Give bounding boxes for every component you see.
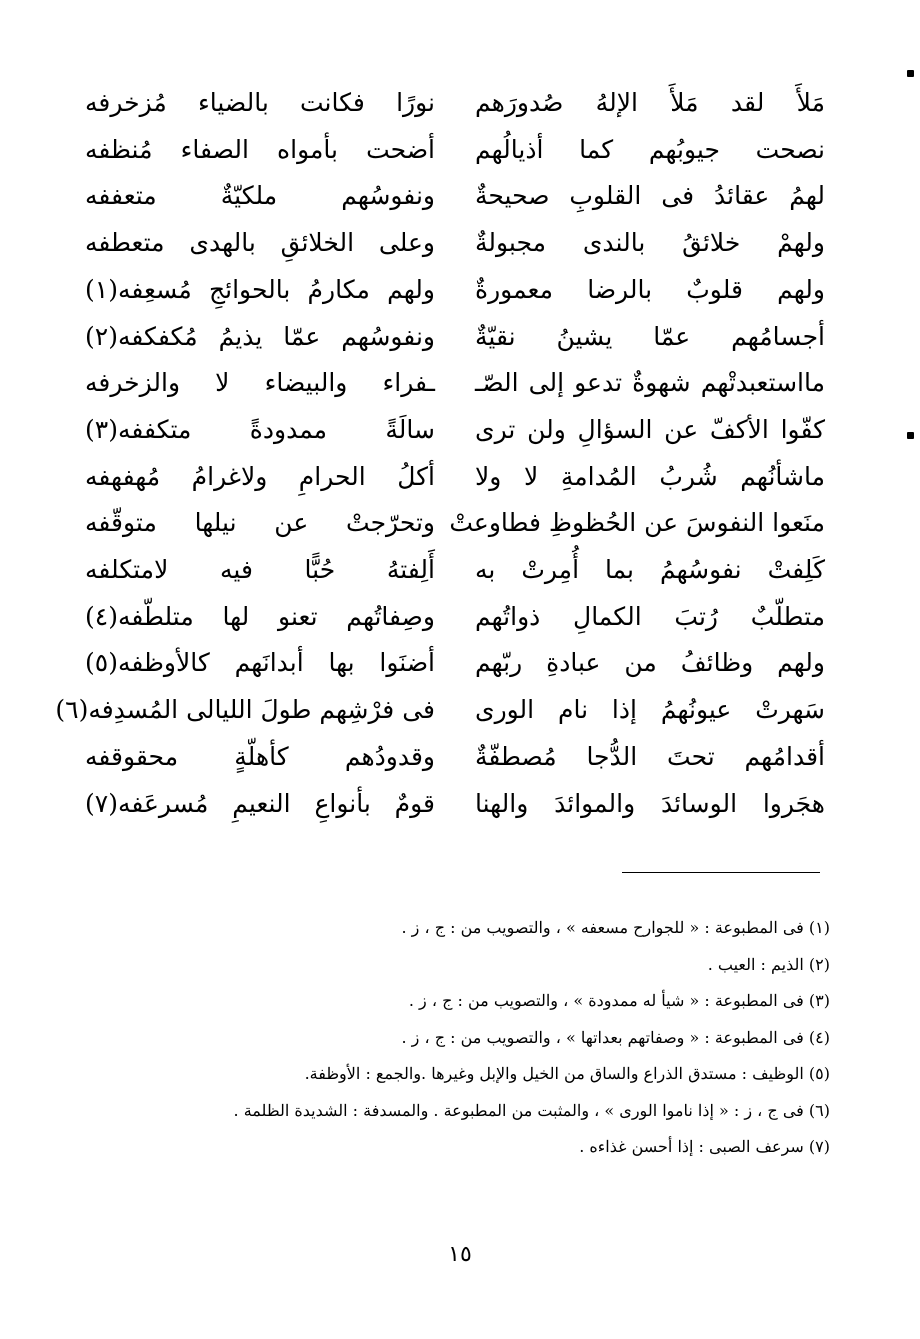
first-hemistich: أجسامُهم عمّا يشينُ نقيّةٌ	[475, 321, 825, 351]
footnote: (٢) الذيم : العيب .	[707, 954, 830, 974]
first-hemistich: نصحت جيوبُهم كما أذيالُهم	[475, 134, 825, 164]
second-hemistich: نورًا فكانت بالضياء مُزخرفه	[85, 88, 435, 117]
hemistich-gap	[435, 642, 475, 684]
verse	[85, 783, 825, 825]
hemistich-gap	[435, 736, 475, 778]
second-hemistich: ونفوسُهم ملكيّةٌ متعففه	[85, 181, 435, 211]
verse	[85, 736, 825, 778]
second-hemistich: ولهم مكارمُ بالحوائجِ مُسعِفه(١)	[85, 274, 435, 304]
first-hemistich: لهمُ عقائدُ فى القلوبِ صحيحةٌ	[475, 181, 825, 211]
verse	[85, 502, 825, 544]
second-hemistich: وقدودُهم كأهلّةٍ محقوقفه	[85, 741, 435, 771]
second-hemistich: فى فرْشِهم طولَ الليالى المُسدِفه(٦)	[55, 695, 435, 725]
footnote: (٦) فى ج ، ز : « إذا ناموا الورى » ، والمثبت من المطبوعة . والمسدفة : الشديدة الظلمة .	[233, 1100, 830, 1120]
second-hemistich: أَلِفتهُ حُبًّا فيه لامتكلفه	[85, 555, 435, 584]
verse	[85, 222, 825, 264]
hemistich-gap	[435, 409, 475, 451]
verse	[85, 456, 825, 498]
hemistich-gap	[435, 783, 475, 825]
first-hemistich: كفّوا الأكفّ عن السؤالِ ولن ترى	[475, 414, 825, 444]
verse	[85, 129, 825, 171]
first-hemistich: ماشأنُهم شُربُ المُدامةِ لا ولا	[475, 461, 825, 491]
page-number: ١٥	[448, 1242, 472, 1267]
verse	[85, 642, 825, 684]
hemistich-gap	[435, 82, 475, 124]
hemistich-gap	[435, 456, 475, 498]
second-hemistich: وصِفاتُهم تعنو لها متلطّفه(٤)	[85, 601, 435, 631]
first-hemistich: ولهم قلوبٌ بالرضا معمورةٌ	[475, 274, 825, 304]
second-hemistich: قومٌ بأنواعِ النعيمِ مُسرعَفه(٧)	[85, 788, 435, 818]
first-hemistich: منَعوا النفوسَ عن الحُظوظِ فطاوعتْ	[449, 508, 825, 538]
first-hemistich: مااستعبدتْهم شهوةٌ تدعو إلى الصّـ	[475, 368, 825, 398]
hemistich-gap	[435, 549, 475, 591]
second-hemistich: أكلُ الحرامِ ولاغرامُ مُهفهفه	[85, 461, 435, 491]
first-hemistich: ولهم وظائفُ من عبادةِ ربّهم	[475, 648, 825, 678]
footnote: (٤) فى المطبوعة : « وصفاتهم بعداتها » ، والتصويب من : ج ، ز .	[401, 1027, 830, 1047]
verse	[55, 689, 825, 731]
verse	[85, 362, 825, 404]
hemistich-gap	[435, 222, 475, 264]
verse	[85, 549, 825, 591]
first-hemistich: متطلّبٌ رُتبَ الكمالِ ذواتُهم	[475, 601, 825, 631]
first-hemistich: هجَروا الوسائدَ والموائدَ والهنا	[475, 788, 825, 818]
first-hemistich: مَلأَ لقد مَلأَ الإلهُ صُدورَهم	[475, 88, 825, 117]
verse	[85, 82, 825, 124]
hemistich-gap	[435, 269, 475, 311]
footnote: (٥) الوظيف : مستدق الذراع والساق من الخيل والإبل وغيرها .والجمع : الأوظفة.	[304, 1064, 830, 1083]
verse	[85, 316, 825, 358]
verse	[85, 175, 825, 217]
second-hemistich: سالَةً ممدودةً متكففه(٣)	[85, 414, 435, 444]
hemistich-gap	[435, 316, 475, 358]
first-hemistich: سَهرتْ عيونُهمُ إذا نام الورى	[475, 695, 825, 725]
hemistich-gap	[435, 129, 475, 171]
margin-mark-middle	[907, 432, 914, 439]
margin-mark-top	[907, 70, 914, 77]
second-hemistich: وعلى الخلائقِ بالهدى متعطفه	[85, 228, 435, 258]
verse	[85, 596, 825, 638]
first-hemistich: ولهمْ خلائقُ بالندى مجبولةٌ	[475, 228, 825, 258]
hemistich-gap	[435, 175, 475, 217]
footnote: (٣) فى المطبوعة : « شيأ له ممدودة » ، والتصويب من : ج ، ز .	[408, 991, 830, 1010]
second-hemistich: ـفراء والبيضاء لا والزخرفه	[85, 368, 435, 398]
hemistich-gap	[435, 502, 475, 544]
hemistich-gap	[435, 362, 475, 404]
first-hemistich: أقدامُهم تحتَ الدُّجا مُصطفّةٌ	[475, 741, 825, 771]
hemistich-gap	[435, 596, 475, 638]
second-hemistich: أضنَوا بها أبدانَهم كالأوظفه(٥)	[85, 648, 435, 678]
footnote-separator	[622, 872, 820, 873]
verse	[85, 409, 825, 451]
verse	[85, 269, 825, 311]
hemistich-gap	[435, 689, 475, 731]
footnote: (٧) سرعف الصبى : إذا أحسن غذاءه .	[579, 1137, 830, 1156]
second-hemistich: أضحت بأمواه الصفاء مُنظفه	[85, 134, 435, 164]
footnote: (١) فى المطبوعة : « للجوارح مسعفه » ، والتصويب من : ج ، ز .	[401, 918, 830, 937]
second-hemistich: وتحرّجتْ عن نيلها متوقّفه	[85, 508, 435, 538]
second-hemistich: ونفوسُهم عمّا يذيمُ مُكفكفه(٢)	[85, 321, 435, 351]
first-hemistich: كَلِفتْ نفوسُهمُ بما أُمِرتْ به	[475, 555, 825, 584]
